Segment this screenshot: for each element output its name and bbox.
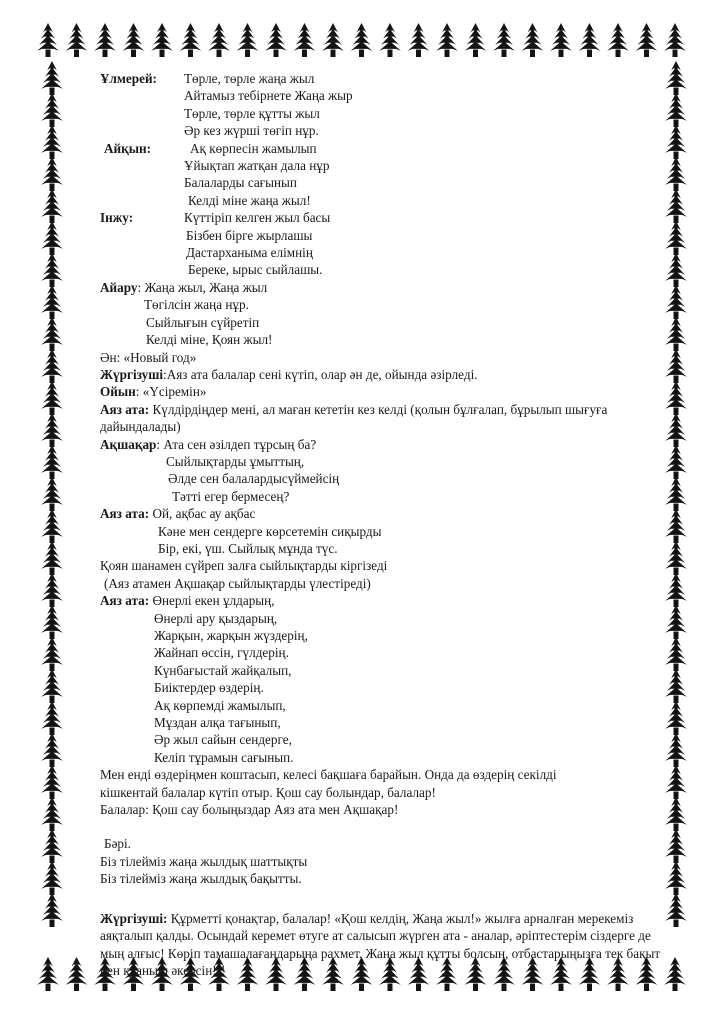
tree-icon <box>41 605 63 639</box>
tree-icon <box>94 23 116 57</box>
tree-icon <box>294 23 316 57</box>
prose-line: кішкентай балалар күтіп отыр. Қош сау болындар, балалар! <box>100 784 436 800</box>
spacer <box>100 818 670 835</box>
verse-line: Бізбен бірге жырлашы <box>186 227 313 243</box>
verse-line: Сыйлықтарды ұмыттың, <box>166 453 305 469</box>
speaker-name: Жүргізуші <box>100 366 164 382</box>
tree-icon <box>41 413 63 447</box>
tree-icon <box>41 477 63 511</box>
tree-icon <box>465 23 487 57</box>
tree-icon <box>41 765 63 799</box>
prose-line: Бәрі. <box>104 836 131 852</box>
document-text <box>100 70 670 979</box>
verse-text: Ой, ақбас ау ақбас <box>152 506 256 522</box>
speaker-name: Ақшақар <box>100 436 157 452</box>
verse-line <box>100 70 670 87</box>
tree-icon <box>41 317 63 351</box>
tree-icon <box>208 23 230 57</box>
host-line <box>100 366 670 383</box>
verse-line: Әр кез жүрші төгіп нұр. <box>184 123 319 139</box>
tree-icon <box>41 253 63 287</box>
tree-icon <box>265 23 287 57</box>
tree-icon <box>41 221 63 255</box>
verse-line: Келді міне, Қоян жыл! <box>146 332 273 348</box>
line-text: : «Үсіремін» <box>135 384 207 400</box>
tree-icon <box>436 23 458 57</box>
line-text: Құрметті қонақтар, балалар! «Қош келдің, Жаңа жыл!» жылға арналған мерекеміз аяқталып қалды. Осындай керемет өтуге ат салысып жүрген ата - аналар, әріптестерім сіздерге де мың алғыс! Көріп тамашалағандарыңа рахмет. Жаңа жыл құтты болсын, отбастарыңызға тек бақыт пен қуаныш әкелсін!!! <box>100 910 661 978</box>
tree-icon <box>41 381 63 415</box>
tree-icon <box>41 93 63 127</box>
tree-icon <box>41 797 63 831</box>
tree-icon <box>493 23 515 57</box>
verse-text: : Жаңа жыл, Жаңа жыл <box>137 279 268 295</box>
verse-line: Балаларды сағынып <box>184 175 297 191</box>
speaker-name: Інжу: <box>100 210 134 226</box>
speaker-name: Ұлмерей: <box>100 71 157 86</box>
tree-icon <box>41 61 63 95</box>
verse-line: Дастарханыма елімнің <box>186 245 313 261</box>
tree-icon <box>664 23 686 57</box>
speaker-name: Аяз ата: <box>100 593 150 609</box>
tree-icon <box>66 23 88 57</box>
tree-icon <box>522 23 544 57</box>
narration-line: (Аяз атамен Ақшақар сыйлықтарды үлестіреді) <box>104 575 371 591</box>
speaker-name: Аяз ата: <box>100 401 150 417</box>
tree-icon <box>66 957 88 991</box>
tree-icon <box>607 23 629 57</box>
verse-text: : Ата сен әзілдеп тұрсың ба? <box>156 436 317 452</box>
verse-line: Айтамыз тебірнете Жаңа жыр <box>184 88 353 104</box>
verse-line: Төгілсін жаңа нұр. <box>144 297 249 313</box>
verse-line: Жайнап өссін, гүлдерің. <box>154 645 289 661</box>
line-text: :Аяз ата балалар сені күтіп, олар ән де, ойында әзірледі. <box>163 366 478 382</box>
speaker-name: Жүргізуші: <box>100 910 168 926</box>
tree-icon <box>41 189 63 223</box>
verse-line <box>100 140 670 157</box>
song-line: Ән: «Новый год» <box>100 349 197 365</box>
verse-line: Күнбағыстай жайқалып, <box>154 662 292 678</box>
game-label: Ойын <box>100 384 136 400</box>
prose-line: Біз тілейміз жаңа жылдық шаттықты <box>100 853 308 869</box>
verse-text: Ақ көрпесін жамылып <box>190 140 317 156</box>
tree-icon <box>123 23 145 57</box>
verse-line: Келіп тұрамын сағынып. <box>154 749 294 765</box>
tree-icon <box>41 701 63 735</box>
verse-line: Мұздан алқа тағынып, <box>154 715 281 731</box>
verse-line <box>100 279 670 296</box>
tree-icon <box>41 445 63 479</box>
tree-icon <box>550 23 572 57</box>
verse-line: Ұйықтап жатқан дала нұр <box>184 158 330 174</box>
game-line <box>100 383 670 400</box>
tree-icon <box>408 23 430 57</box>
prose-line: Мен енді өздеріңмен коштасып, келесі бақшаға барайын. Онда да өздерің секілді <box>100 767 557 783</box>
narration-line: Қоян шанамен сүйреп залға сыйлықтарды кіргізеді <box>100 558 388 574</box>
verse-text: Өнерлі екен ұлдарың, <box>152 593 275 609</box>
verse-line: Бір, екі, үш. Сыйлық мұнда түс. <box>158 540 338 556</box>
verse-line: Биіктердер өздерің. <box>154 680 264 696</box>
verse-line <box>100 505 670 522</box>
verse-line <box>100 592 670 609</box>
tree-icon <box>41 733 63 767</box>
tree-icon <box>351 23 373 57</box>
tree-icon <box>237 23 259 57</box>
tree-icon <box>37 23 59 57</box>
line-text: Күлдірдіңдер мені, ал маған кететін кез келді (қолын бұлғалап, бұрылып шығуға дайындалады) <box>100 401 608 435</box>
verse-line: Әр жыл сайын сендерге, <box>154 732 292 748</box>
speaker-name: Айару <box>100 279 138 295</box>
speaker-name: Аяз ата: <box>100 506 150 522</box>
verse-line <box>100 436 670 453</box>
verse-line: Кәне мен сендерге көрсетемін сиқырды <box>158 523 382 539</box>
verse-line: Әлде сен балалардысүймейсің <box>168 471 340 487</box>
tree-icon <box>41 285 63 319</box>
spacer <box>100 888 670 910</box>
verse-line: Жарқын, жарқын жүздерің, <box>154 628 308 643</box>
tree-icon <box>41 669 63 703</box>
tree-icon <box>41 861 63 895</box>
tree-icon <box>41 637 63 671</box>
tree-icon <box>379 23 401 57</box>
verse-text: Күттіріп келген жыл басы <box>184 210 331 226</box>
verse-line: Келді міне жаңа жыл! <box>188 192 311 208</box>
tree-icon <box>41 125 63 159</box>
verse-line: Төрле, төрле құтты жыл <box>184 105 320 121</box>
tree-icon <box>41 509 63 543</box>
verse-line: Сыйлығын сүйретіп <box>146 314 260 330</box>
verse-line <box>100 209 670 226</box>
ayaz-ata-line <box>100 401 670 436</box>
verse-text: Төрле, төрле жаңа жыл <box>184 71 315 86</box>
prose-line: Балалар: Қош сау болыңыздар Аяз ата мен Ақшақар! <box>100 802 399 818</box>
tree-icon <box>41 829 63 863</box>
tree-icon <box>579 23 601 57</box>
closing-paragraph <box>100 910 670 980</box>
tree-icon <box>41 541 63 575</box>
tree-icon <box>180 23 202 57</box>
tree-icon <box>636 23 658 57</box>
tree-icon <box>41 573 63 607</box>
verse-line: Береке, ырыс сыйлашы. <box>188 262 323 278</box>
prose-line: Біз тілейміз жаңа жылдық бақытты. <box>100 871 302 887</box>
verse-line: Өнерлі ару қыздарың, <box>154 610 278 626</box>
tree-icon <box>151 23 173 57</box>
tree-icon <box>41 893 63 927</box>
tree-icon <box>41 157 63 191</box>
verse-line: Ақ көрпемді жамылып, <box>154 697 286 713</box>
tree-icon <box>322 23 344 57</box>
tree-icon <box>37 957 59 991</box>
verse-line: Тәтті егер бермесең? <box>172 488 290 504</box>
speaker-name: Айқын: <box>104 140 152 156</box>
tree-icon <box>41 349 63 383</box>
